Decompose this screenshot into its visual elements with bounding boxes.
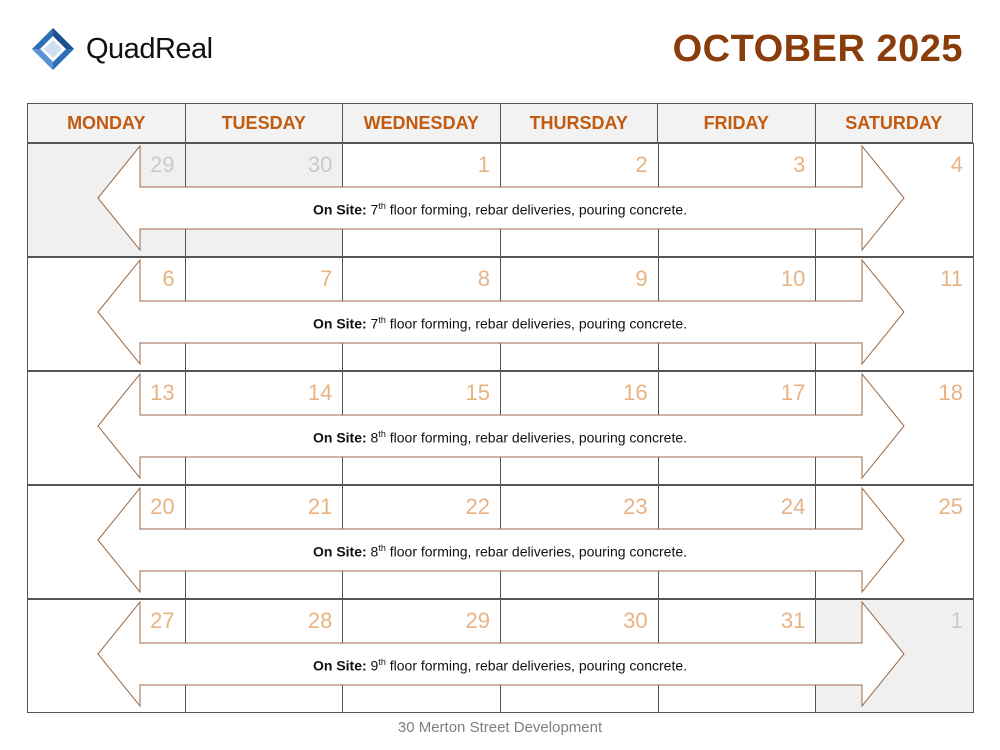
event-arrow-shape	[98, 146, 904, 250]
event-floor: 8	[370, 429, 379, 446]
quadreal-logo	[30, 26, 213, 72]
weekday-header-thursday: THURSDAY	[500, 103, 658, 143]
event-prefix: On Site:	[312, 429, 367, 446]
event-text: floor forming, rebar deliveries, pouring concrete.	[385, 201, 688, 218]
event-floor-suffix: th	[378, 201, 386, 211]
day-number: 27	[150, 608, 175, 633]
event-floor: 8	[370, 543, 379, 560]
event-floor-suffix: th	[378, 657, 386, 667]
day-number: 25	[938, 494, 963, 519]
month-title: OCTOBER 2025	[672, 28, 963, 70]
day-number: 13	[150, 380, 175, 405]
week-row	[27, 143, 973, 257]
event-arrow[interactable]	[27, 599, 973, 713]
day-number: 6	[162, 266, 175, 291]
event-label	[27, 543, 973, 560]
event-label	[27, 657, 973, 674]
event-prefix: On Site:	[312, 201, 367, 218]
calendar-grid	[27, 103, 973, 714]
weekday-header-friday: FRIDAY	[657, 103, 815, 143]
brand-name: QuadReal	[86, 32, 213, 65]
event-floor: 9	[370, 657, 379, 674]
day-number: 3	[793, 152, 806, 177]
weekday-header-wednesday: WEDNESDAY	[342, 103, 500, 143]
event-arrow-shape	[98, 260, 904, 364]
event-floor-suffix: th	[378, 543, 386, 553]
event-label	[27, 201, 973, 218]
week-row	[27, 371, 973, 485]
day-number: 31	[780, 608, 806, 633]
day-number: 14	[307, 380, 333, 405]
event-label	[27, 429, 973, 446]
day-number: 29	[150, 152, 175, 177]
event-floor-suffix: th	[378, 315, 386, 325]
event-prefix: On Site:	[312, 543, 367, 560]
day-number: 30	[307, 152, 333, 177]
day-number: 7	[320, 266, 333, 291]
event-floor-suffix: th	[378, 429, 386, 439]
event-arrow-shape	[98, 488, 904, 592]
event-text: floor forming, rebar deliveries, pouring concrete.	[385, 429, 688, 446]
quadreal-logo-icon	[30, 26, 76, 72]
event-label	[27, 315, 973, 332]
day-number: 17	[780, 380, 806, 405]
event-arrow-shape	[98, 602, 904, 706]
day-number: 4	[950, 152, 963, 177]
day-number: 16	[623, 380, 648, 405]
day-number: 8	[477, 266, 490, 291]
weekday-header-row	[27, 103, 973, 143]
day-number: 18	[938, 380, 963, 405]
week-row	[27, 485, 973, 599]
day-number: 28	[307, 608, 333, 633]
event-arrow[interactable]	[27, 371, 973, 485]
event-floor: 7	[370, 201, 379, 218]
day-number: 1	[950, 608, 963, 633]
day-number: 30	[623, 608, 648, 633]
weekday-header-monday: MONDAY	[27, 103, 185, 143]
day-number: 11	[940, 266, 963, 291]
footer-caption: 30 Merton Street Development	[397, 719, 603, 736]
event-arrow-shape	[98, 374, 904, 478]
event-arrow[interactable]	[27, 143, 973, 257]
weekday-header-tuesday: TUESDAY	[185, 103, 343, 143]
day-number: 15	[465, 380, 490, 405]
day-number: 10	[780, 266, 806, 291]
day-number: 9	[635, 266, 648, 291]
event-prefix: On Site:	[312, 315, 367, 332]
day-number: 24	[780, 494, 806, 519]
event-arrow[interactable]	[27, 257, 973, 371]
event-text: floor forming, rebar deliveries, pouring concrete.	[385, 543, 688, 560]
weekday-header-saturday: SATURDAY	[815, 103, 974, 143]
day-number: 1	[477, 152, 490, 177]
day-number: 2	[635, 152, 648, 177]
event-text: floor forming, rebar deliveries, pouring concrete.	[385, 657, 688, 674]
week-row	[27, 257, 973, 371]
event-floor: 7	[370, 315, 379, 332]
day-number: 23	[623, 494, 648, 519]
event-prefix: On Site:	[312, 657, 367, 674]
day-number: 20	[150, 494, 175, 519]
day-number: 22	[465, 494, 490, 519]
day-number: 21	[307, 494, 333, 519]
day-number: 29	[465, 608, 490, 633]
event-text: floor forming, rebar deliveries, pouring concrete.	[385, 315, 688, 332]
event-arrow[interactable]	[27, 485, 973, 599]
week-row	[27, 599, 973, 713]
